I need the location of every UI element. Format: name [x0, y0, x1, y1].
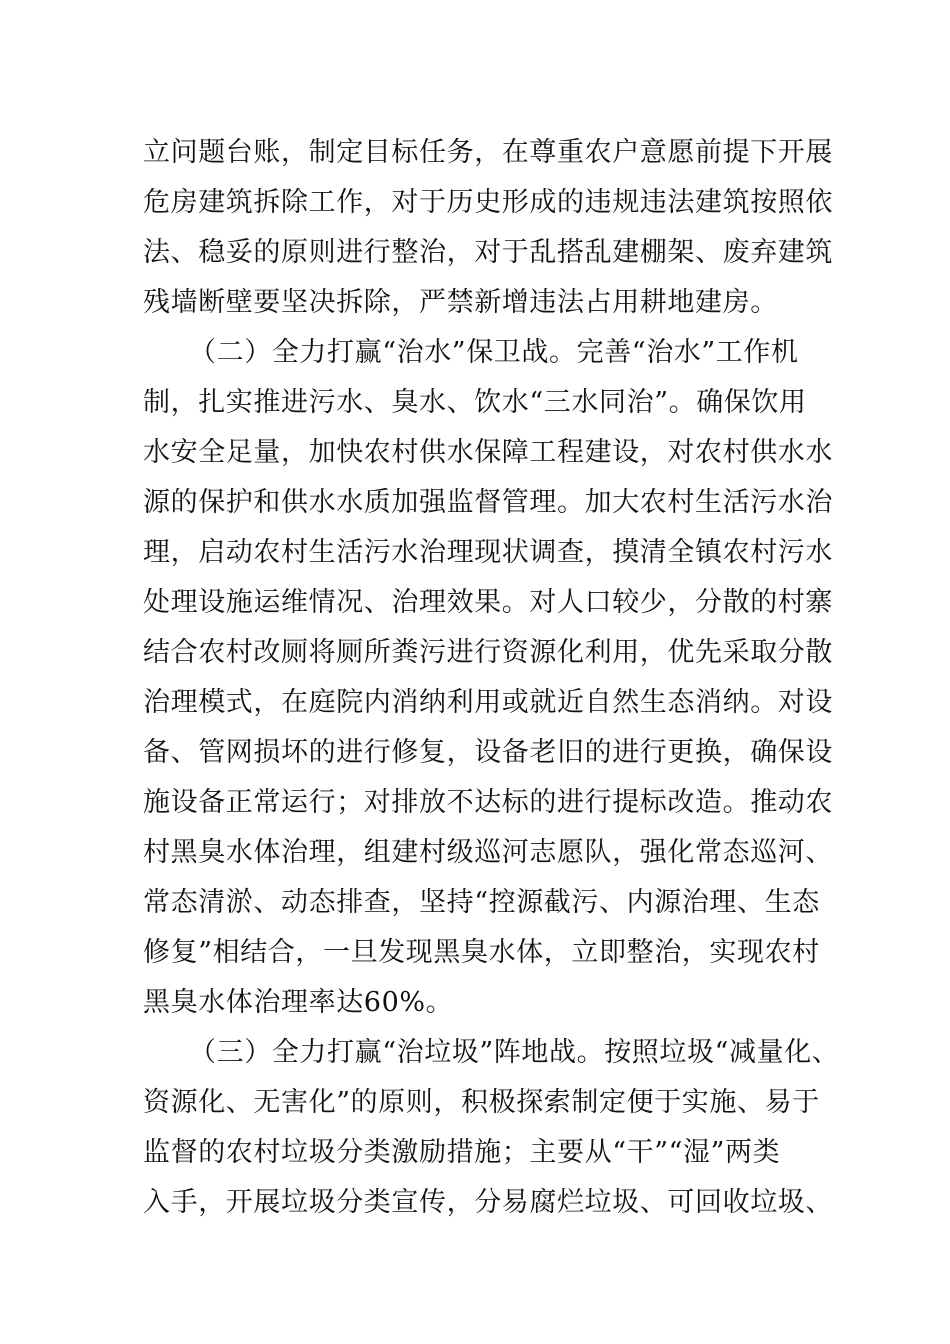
text-line: 资源化、无害化”的原则，积极探索制定便于实施、易于 — [143, 1087, 820, 1118]
text-line: 常态清淤、动态排查，坚持“控源截污、内源治理、生态 — [143, 887, 820, 918]
paragraph-start-line: （二）全力打赢“治水”保卫战。完善“治水”工作机 — [189, 337, 799, 368]
text-line: 黑臭水体治理率达60%。 — [143, 987, 454, 1018]
text-line: 监督的农村垃圾分类激励措施；主要从“干”“湿”两类 — [143, 1137, 781, 1168]
text-line: 处理设施运维情况、治理效果。对人口较少，分散的村寨 — [143, 587, 833, 618]
text-line: 水安全足量，加快农村供水保障工程建设，对农村供水水 — [143, 437, 833, 468]
paragraph-start-line: （三）全力打赢“治垃圾”阵地战。按照垃圾“减量化、 — [189, 1037, 840, 1068]
text-line: 修复”相结合，一旦发现黑臭水体，立即整治，实现农村 — [143, 937, 820, 968]
text-line: 施设备正常运行；对排放不达标的进行提标改造。推动农 — [143, 787, 833, 818]
text-line: 法、稳妥的原则进行整治，对于乱搭乱建棚架、废弃建筑 — [143, 237, 833, 268]
text-line: 危房建筑拆除工作，对于历史形成的违规违法建筑按照依 — [143, 187, 833, 218]
text-line: 入手，开展垃圾分类宣传，分易腐烂垃圾、可回收垃圾、 — [143, 1187, 833, 1218]
text-line: 残墙断壁要坚决拆除，严禁新增违法占用耕地建房。 — [143, 287, 778, 318]
text-line: 制，扎实推进污水、臭水、饮水“三水同治”。确保饮用 — [143, 387, 807, 418]
text-line: 理，启动农村生活污水治理现状调查，摸清全镇农村污水 — [143, 537, 833, 568]
text-line: 村黑臭水体治理，组建村级巡河志愿队，强化常态巡河、 — [143, 837, 833, 868]
text-line: 立问题台账，制定目标任务，在尊重农户意愿前提下开展 — [143, 137, 833, 168]
text-line: 源的保护和供水水质加强监督管理。加大农村生活污水治 — [143, 487, 833, 518]
text-line: 结合农村改厕将厕所粪污进行资源化利用，优先采取分散 — [143, 637, 833, 668]
text-line: 治理模式，在庭院内消纳利用或就近自然生态消纳。对设 — [143, 687, 833, 718]
text-line: 备、管网损坏的进行修复，设备老旧的进行更换，确保设 — [143, 737, 833, 768]
